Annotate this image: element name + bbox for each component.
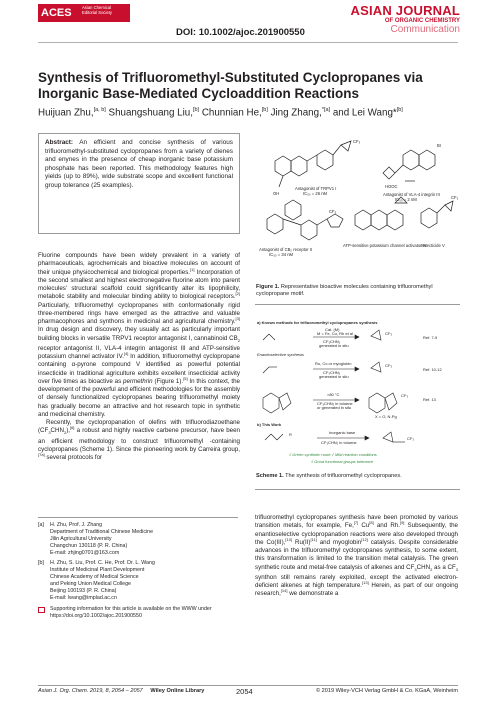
footer-divider [38,685,458,686]
author-list [38,107,403,118]
affiliation-line: Beijing 100193 (P. R. China) [50,588,117,594]
text-run: synthon still remains rarely exploited, except the activated electron-deficient alkenes at high temperature. [255,573,458,590]
scheme-label: a) Known methods for trifluoromethyl cyclopropanes synthesis [257,320,378,325]
text-run: CHN [50,427,64,435]
author: Huijuan Zhu, [38,107,94,119]
scheme-condition: >80 °C [327,392,340,397]
citation[interactable]: [2] [235,291,240,297]
author-affiliation: [b] [261,107,268,113]
journal-subname: OF ORGANIC CHEMISTRY [384,18,460,24]
author-affiliation: [b] [192,107,200,113]
scheme-reference: Ref. 7-9 [423,335,438,340]
text-run: permethrin [123,377,153,385]
cf3-label: CF₃ [451,195,459,200]
affiliation-line: H. Zhu, Prof. J. Zhang [50,522,103,528]
subscript: 2 [430,566,433,572]
cf3-label: CF₃ [353,139,361,144]
caption-label: Scheme 1. [256,473,284,479]
article-type: Communication [390,24,460,35]
citation[interactable]: [12] [361,536,368,542]
header-divider [38,42,458,43]
text-run: receptor antagonist II, VLA-4 integrin antagonist III and ATP-sensitive potassium channel activator IV. [38,344,240,361]
footer-citation [38,688,204,694]
author-affiliation: [b] [396,107,403,113]
figure-label: Antagonist of TRPV1 I [295,186,337,191]
caption-text: Representative bioactive molecules containing trifluoromethyl cyclopropane motif. [256,284,433,298]
figure-1-structures [255,133,460,281]
scheme-condition: Inorganic base [329,430,356,435]
subscript: 2 [63,430,67,436]
text-run: and myoglobin [316,538,362,546]
caption-text: The synthesis of trifluoromethyl cyclopropanes. [283,473,402,479]
affiliation-line: Jilin Agricultural University [50,536,112,542]
figure-1-caption [256,284,456,298]
text-run: ), [66,427,70,435]
scheme-note: X = O, N-Pg [375,414,397,419]
citation[interactable]: [6] [69,425,75,431]
paragraph [38,419,240,462]
br-label: Br [437,143,442,148]
text-run: Particularly, trifluoromethyl cyclopropanes with conformationally rigid three-membered rings have emerged as the attractive and valuable pharmacophores and synthons in medicinal and agricultural chemistry. [38,301,240,325]
figure-label: Antagonist of VLA-4 integrin III [383,192,440,197]
supporting-info-note [38,606,238,620]
subscript: 3 [48,430,51,436]
text-run: (Figure 1). [152,377,184,385]
supporting-info-icon [38,607,45,613]
text-run: In drug design and discovery, they usually act as particularly important building blocks in versatile TRPV1 receptor antagonist I, cannabinoid CB [38,326,240,342]
text-run: as a CF [432,563,456,571]
subscript: 3 [455,566,458,572]
scheme-highlight: √ Good functional groups tolerance [311,459,374,464]
scheme-1-caption [256,473,402,479]
scheme-condition: CF₃CHN₂ [323,339,341,344]
citation[interactable]: [9] [399,520,405,526]
affiliation-a [38,522,238,557]
text-run: Ru(II) [292,538,311,546]
citation[interactable]: [1] [190,266,195,272]
scheme-reference: Ref. 13 [423,397,436,402]
scheme-condition: or generated in situ [317,405,352,410]
affiliation-line: Department of Traditional Chinese Medicine [50,529,154,535]
scheme-label: Enantioselective synthesis [257,352,304,357]
author: and Lei Wang* [332,107,397,119]
citation[interactable]: [10] [285,536,293,542]
text-run: CHN [416,563,431,571]
citation[interactable]: [13] [362,580,369,586]
cf3-label: CF₃ [329,209,337,214]
wiley-online-library-link[interactable]: Wiley Online Library [150,688,205,694]
text-run: several protocols for [44,454,103,462]
subscript: 3 [414,566,417,572]
page-number: 2054 [236,687,253,696]
text-run: catalysis. Despite considerable advances in the trifluoromethyl cyclopropanes synthesis, to some extent, this transformation is limited to the transition metal catalysis. The green synthetic route and metal-free catalysis of alkenes and CF [255,538,458,571]
affiliation-line: Changchun 130118 (P. R. China) [50,543,128,549]
citation[interactable]: [14] [280,588,288,594]
text-run: Cu [358,522,370,530]
scheme-highlight: √ Green synthetic route √ Mild reaction conditions [289,452,377,457]
affiliation-label: [a] [38,522,44,528]
figure-label: IC₅₀ = 26 nM [303,191,328,196]
citation[interactable]: [11] [310,536,317,542]
figure-label: Antagonist of CB₂ receptor II [259,247,313,252]
body-text-left [38,252,240,463]
scheme-reference: Ref. 10-12 [423,367,442,372]
subscript: 2 [237,337,240,343]
scheme-condition: Cat. (M) [325,327,340,332]
publisher-logo-text: ACES [38,4,78,22]
scheme-condition: M = Fe, Cu, Rh et al [317,331,353,336]
journal-name: ASIAN JOURNAL [350,3,460,18]
scheme-condition: CF₃CHN₂ in toluene [321,440,357,445]
r-label: R [289,432,292,437]
text-run: In this context, the development of the powerful and efficient methodologies for the assembly of densely functionalized cyclopropanes bearing trifluoromethyl moiety has gradually become an attractive and hot research topic in synthetic and medicinal chemistry. [38,377,240,418]
text-run: trifluoromethyl cyclopropanes synthesis have been promoted by various transition metals, for example, Fe, [255,514,458,530]
footnote-divider [38,517,238,518]
figure-divider [255,304,460,305]
citation[interactable]: [5] [183,375,188,381]
scheme-condition: CF₃CHN₂ in toluene [317,401,353,406]
cf3-label: CF₃ [385,331,392,336]
journal-logo [351,4,461,35]
citation[interactable]: [3] [235,315,240,321]
paragraph [38,252,240,419]
author: Chunnian He, [201,107,262,119]
figure-label: Insecticide V [421,243,445,248]
affiliation-line: Chinese Academy of Medical Science [50,574,139,580]
caption-label: Figure 1. [256,284,280,290]
figure-label: IC₅₀ = 2 nM [395,197,417,202]
text-run: Herein, as part of our ongoing research, [255,582,458,598]
figure-label: ATP-sensitive potassium channel activator IV [343,243,427,248]
scheme-condition: generated in situ [319,343,349,348]
author: Jing Zhang, [270,107,322,119]
body-text-right [255,514,458,599]
affiliation-email[interactable]: E-mail: zhjing0701@163.com [50,550,120,556]
citation[interactable]: [8] [369,520,374,526]
figure-label: IC₅₀ = 34 nM [269,252,294,257]
text-run: Fluorine compounds have been widely prevalent in a variety of pharmaceuticals, agrochemicals and bioactive molecules on account of their unique physicochemical and biological properties. [38,252,240,276]
author-affiliation: *[a] [321,107,331,113]
author: Shuangshuang Liu, [108,107,193,119]
footer-copyright: © 2019 Wiley-VCH Verlag GmbH & Co. KGaA, Weinheim [315,688,458,694]
cf3-label: CF₃ [407,436,414,441]
affiliation-line: and Peking Union Medical College [50,581,131,587]
affiliation-label: [b] [38,560,44,566]
scheme-label: b) This Work [257,422,282,427]
abstract-box [38,133,240,234]
abstract-text: An efficient and concise synthesis of various trifluoromethyl-substituted cyclopropanes from a variety of dienes and enynes in the presence of cheap inorganic base potassium phosphate has been reported. This methodology features high yields (up to 89%), wide substrate scope and excellent functional group tolerance (25 examples). [45,139,233,189]
supporting-info-text[interactable]: Supporting information for this article is available on the WWW under https://doi.org/10.1002/ajoc.201900550 [50,606,212,619]
scheme-1-reactions [255,318,460,468]
author-affiliation: [a, b] [93,107,106,113]
cf3-label: CF₃ [385,363,392,368]
scheme-condition: Ru, Co or myoglobin [315,361,352,366]
abstract-label: Abstract: [45,139,74,146]
page-header [0,0,496,46]
paragraph [255,514,458,599]
affiliation-line: Institute of Medicinal Plant Development [50,567,145,573]
text-run: Subsequently, the enantioselective cyclopropanation reactions were also developed through the Co(III), [255,522,459,546]
scheme-condition: CF₃CHN₂ [323,370,341,375]
citation-text: Asian J. Org. Chem. 2019, 8, 2054 – 2057 [38,688,143,694]
scheme-condition: generated in situ [319,374,349,379]
text-run: we demonstrate a [287,590,339,598]
text-run: a robust and highly reactive carbene precursor, have been an efficient methodology to construct trifluoromethyl -containing cyclopropanes (Scheme 1). Since the pioneering work by Carreira group, [38,427,240,454]
text-run: Recently, the cyclopropanation of olefins with trifluorodiazoethane (CF [38,419,240,435]
affiliation-b [38,560,238,602]
citation[interactable]: [7] [353,520,359,526]
text-run: Incorporation of the second smallest and highest electronegative fluorine atom into parent molecules' structural scaffold could significantly alter its lipophilicity, metabolic stability and molecular binding ability to biological receptors. [38,268,241,301]
publisher-logo-subtext: Asian Chemical Editorial Society [82,5,113,15]
affiliation-line: H. Zhu, S. Liu, Prof. C. He, Prof. Dr. L. Wang [50,560,155,566]
doi-text[interactable]: DOI: 10.1002/ajoc.201900550 [176,27,305,38]
article-title: Synthesis of Trifluoromethyl-Substituted Cyclopropanes via Inorganic Base-Mediated Cycloaddition Reactions [38,70,423,101]
hooc-label: HOOC [385,184,398,189]
oh-label: OH [273,191,280,196]
text-run: In addition, trifluoromethyl cyclopropane containing α-pyrone compound V identified as powerful potential insecticide in traditional agriculture exhibits excellent insecticidal activity over five times as bioactive as [38,353,240,385]
citation[interactable]: [7a] [38,452,45,458]
affiliation-email[interactable]: E-mail: lwang@implad.ac.cn [50,595,117,601]
cf3-label: CF₃ [401,393,408,398]
text-run: and Rh. [373,522,400,530]
citation[interactable]: [4] [123,351,129,357]
scheme-divider [255,489,460,490]
